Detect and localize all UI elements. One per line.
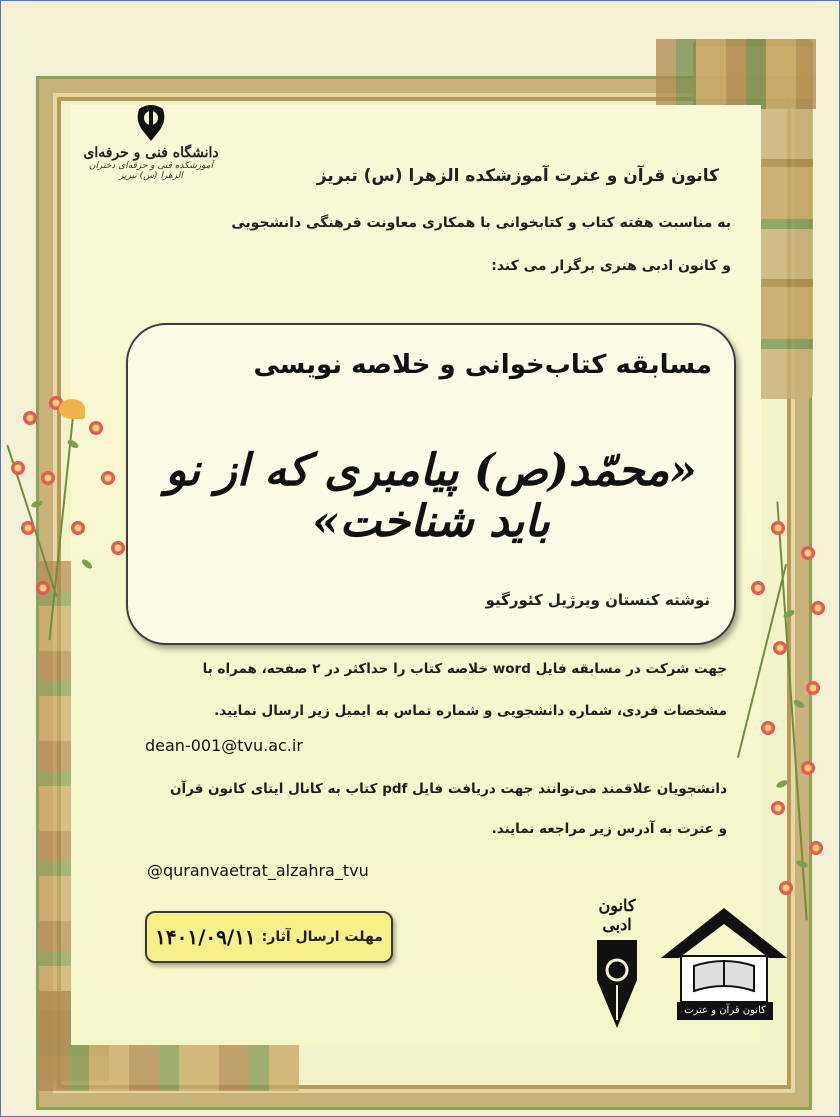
university-logo-name: دانشگاه فنی و حرفه‌ای [83,145,219,161]
deadline-box [145,911,393,963]
university-emblem-icon [131,101,171,143]
book-author: نوشته کنستان ویرژیل کئورگیو [485,591,710,609]
intro-line-2: و کانون ادبی هنری برگزار می کند: [491,258,731,274]
deadline-label: مهلت ارسال آثار: [261,929,383,945]
intro-line-1: به مناسبت هفته کتاب و کتابخوانی با همکاری معاونت فرهنگی دانشجویی [231,215,731,231]
house-book-icon [659,906,789,1006]
instructions-line-2: مشخصات فردی، شماره دانشجویی و شماره تماس به ایمیل زیر ارسال نمایید. [214,703,727,719]
channel-line-1: دانشجویان علاقمند می‌توانند جهت دریافت فایل pdf کتاب به کانال ایتای کانون قرآن [169,781,727,797]
quran-association-logo [659,906,789,1031]
channel-handle: @quranvaetrat_alzahra_tvu [147,861,369,880]
quran-logo-label: کانون قرآن و عترت [677,1002,773,1020]
contact-email: dean-001@tvu.ac.ir [145,736,303,755]
university-logo-subtitle: آموزشکده فنی و حرفه‌ای دختران الزهرا (س) تبریز [88,161,214,181]
competition-title-box [126,323,736,645]
book-title: «محمّد(ص) پیامبری که از نو باید شناخت» [165,445,697,547]
literary-logo-name: کانون ادبی [598,896,636,934]
competition-title: مسابقه کتاب‌خوانی و خلاصه نویسی [253,350,712,380]
channel-line-2: و عترت به آدرس زیر مراجعه نمایند. [491,821,727,837]
organizer-line: کانون قرآن و عترت آموزشکده الزهرا (س) تبریز [316,166,719,186]
instructions-line-1: جهت شرکت در مسابقه فایل word خلاصه کتاب را حداکثر در ۲ صفحه، همراه با [202,661,727,677]
deadline-date: ۱۴۰۱/۰۹/۱۱ [155,925,256,949]
frame-ornament-top [656,39,816,109]
pen-nib-icon [592,940,642,1030]
university-logo [81,101,221,211]
literary-association-logo [586,896,648,1031]
